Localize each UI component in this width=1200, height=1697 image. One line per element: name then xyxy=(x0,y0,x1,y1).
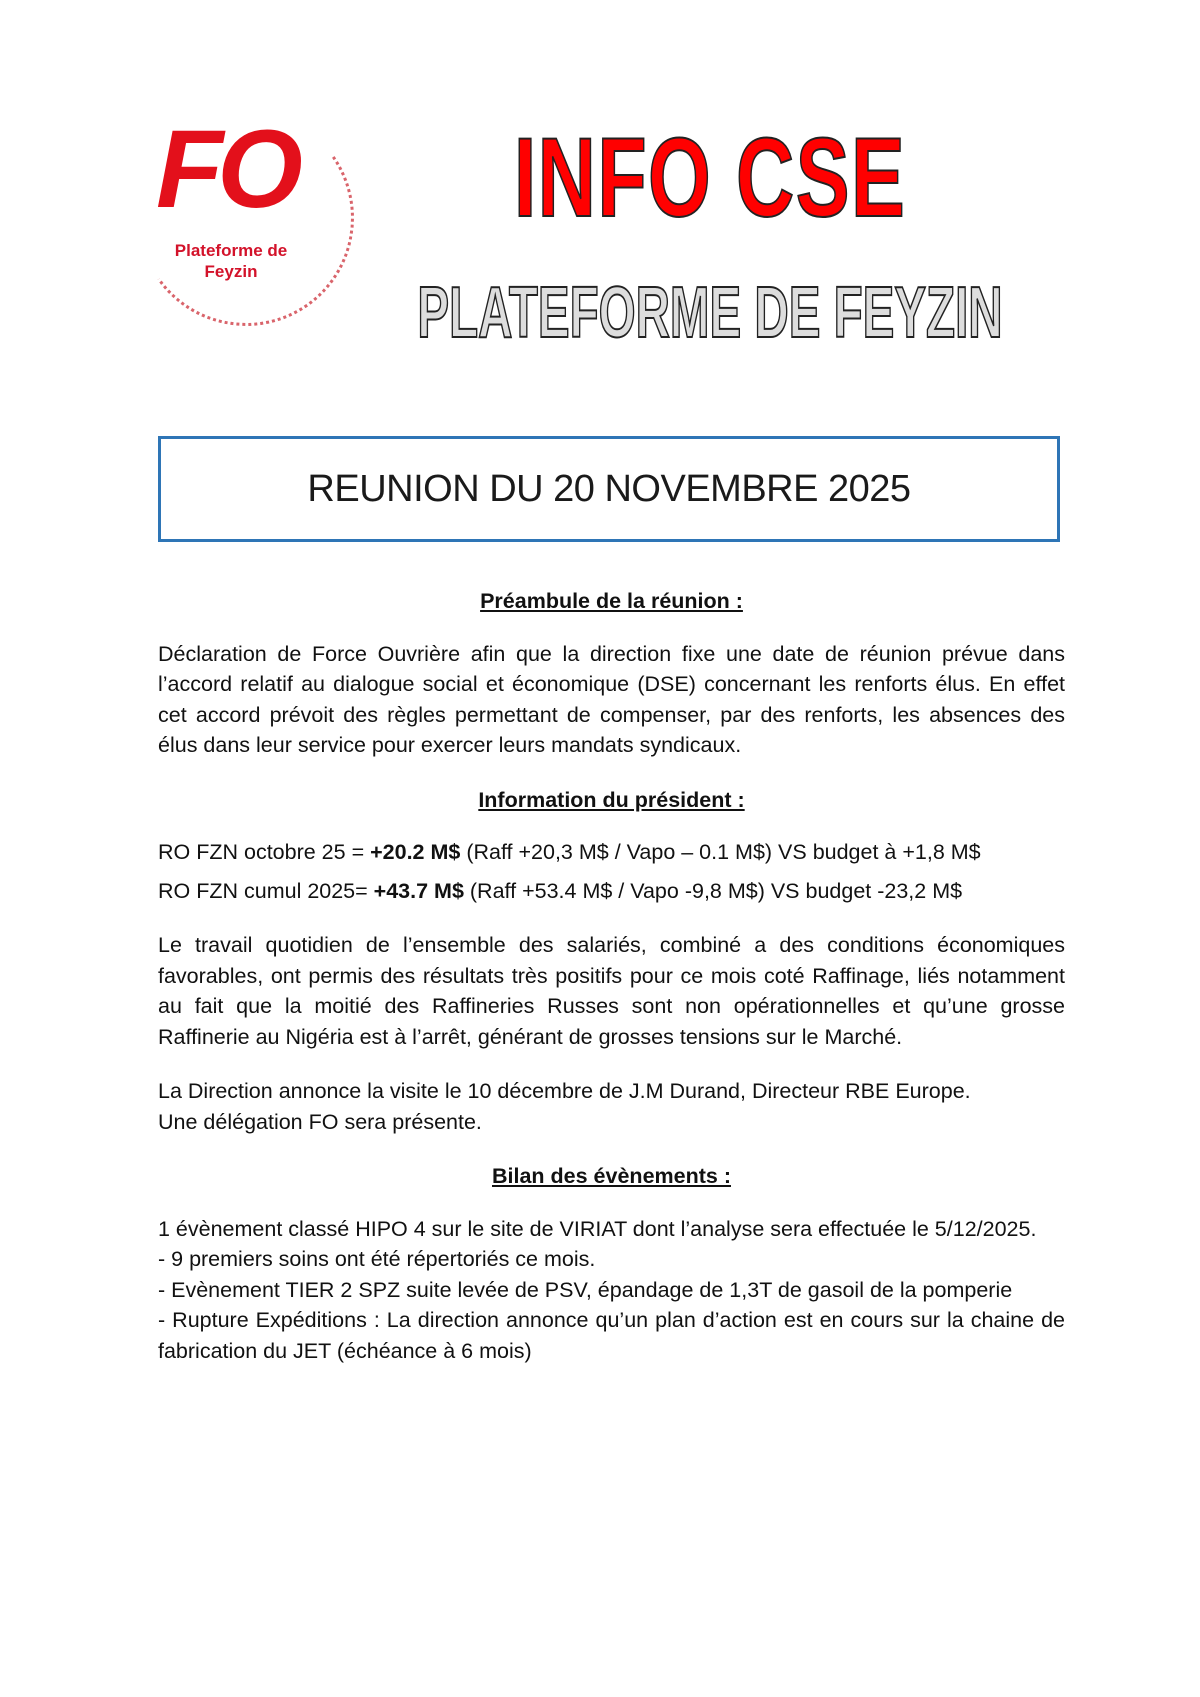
ro-october-prefix: RO FZN octobre 25 = xyxy=(158,840,371,864)
ro-cumul xyxy=(158,876,1065,907)
ro-october-suffix: (Raff +20,3 M$ / Vapo – 0.1 M$) VS budget à +1,8 M$ xyxy=(460,840,981,864)
logo-brand: FO xyxy=(156,108,297,231)
heading-preambule: Préambule de la réunion : xyxy=(480,589,743,613)
bilan-item: 1 évènement classé HIPO 4 sur le site de VIRIAT dont l’analyse sera effectuée le 5/12/2025. xyxy=(158,1216,1037,1241)
logo-subtitle-line2: Feyzin xyxy=(204,262,258,281)
president-paragraph-1: Le travail quotidien de l’ensemble des salariés, combiné a des conditions économiques favorables, ont permis des résultats très positifs pour ce mois coté Raffinage, liés notamment au fait que la moitié des Raffineries Russes sont non opérationnelles et qu’une grosse Raffinerie au Nigéria est à l’arrêt, générant de grosses tensions sur le Marché. xyxy=(158,933,1065,1049)
meeting-title: REUNION DU 20 NOVEMBRE 2025 xyxy=(307,467,911,510)
logo-subtitle-line1: Plateforme de xyxy=(174,241,288,260)
president-paragraph-2-line1: La Direction annonce la visite le 10 décembre de J.M Durand, Directeur RBE Europe. xyxy=(158,1079,971,1103)
president-paragraph-2-line2: Une délégation FO sera présente. xyxy=(158,1109,482,1134)
bilan-item: - Rupture Expéditions : La direction annonce qu’un plan d’action est en cours sur la chaine de fabrication du JET (échéance à 6 mois) xyxy=(158,1308,1065,1363)
ro-october xyxy=(158,837,1065,868)
header-subtitle: PLATEFORME DE FEYZIN xyxy=(417,273,1003,353)
ro-cumul-value: +43.7 M$ xyxy=(373,878,464,903)
bilan-item: - Evènement TIER 2 SPZ suite levée de PSV, épandage de 1,3T de gasoil de la pomperie xyxy=(158,1277,1013,1302)
logo-subtitle xyxy=(156,240,306,282)
header-title: INFO CSE xyxy=(513,115,907,240)
heading-president: Information du président : xyxy=(478,787,745,812)
ro-october-value: +20.2 M$ xyxy=(370,840,461,864)
heading-bilan: Bilan des évènements : xyxy=(492,1164,731,1188)
fo-logo xyxy=(128,100,358,330)
meeting-title-box xyxy=(158,436,1060,542)
ro-cumul-prefix: RO FZN cumul 2025= xyxy=(158,878,374,903)
document-body xyxy=(158,586,1065,1366)
ro-cumul-suffix: (Raff +53.4 M$ / Vapo -9,8 M$) VS budget -23,2 M$ xyxy=(463,878,963,903)
preambule-text: Déclaration de Force Ouvrière afin que la direction fixe une date de réunion prévue dans l’accord relatif au dialogue social et économique (DSE) concernant les renforts élus. En effet cet accord prévoit des règles permettant de compenser, par des renforts, les absences des élus dans leur service pour exercer leurs mandats syndicaux. xyxy=(158,641,1065,757)
bilan-item: - 9 premiers soins ont été répertoriés ce mois. xyxy=(158,1247,596,1271)
